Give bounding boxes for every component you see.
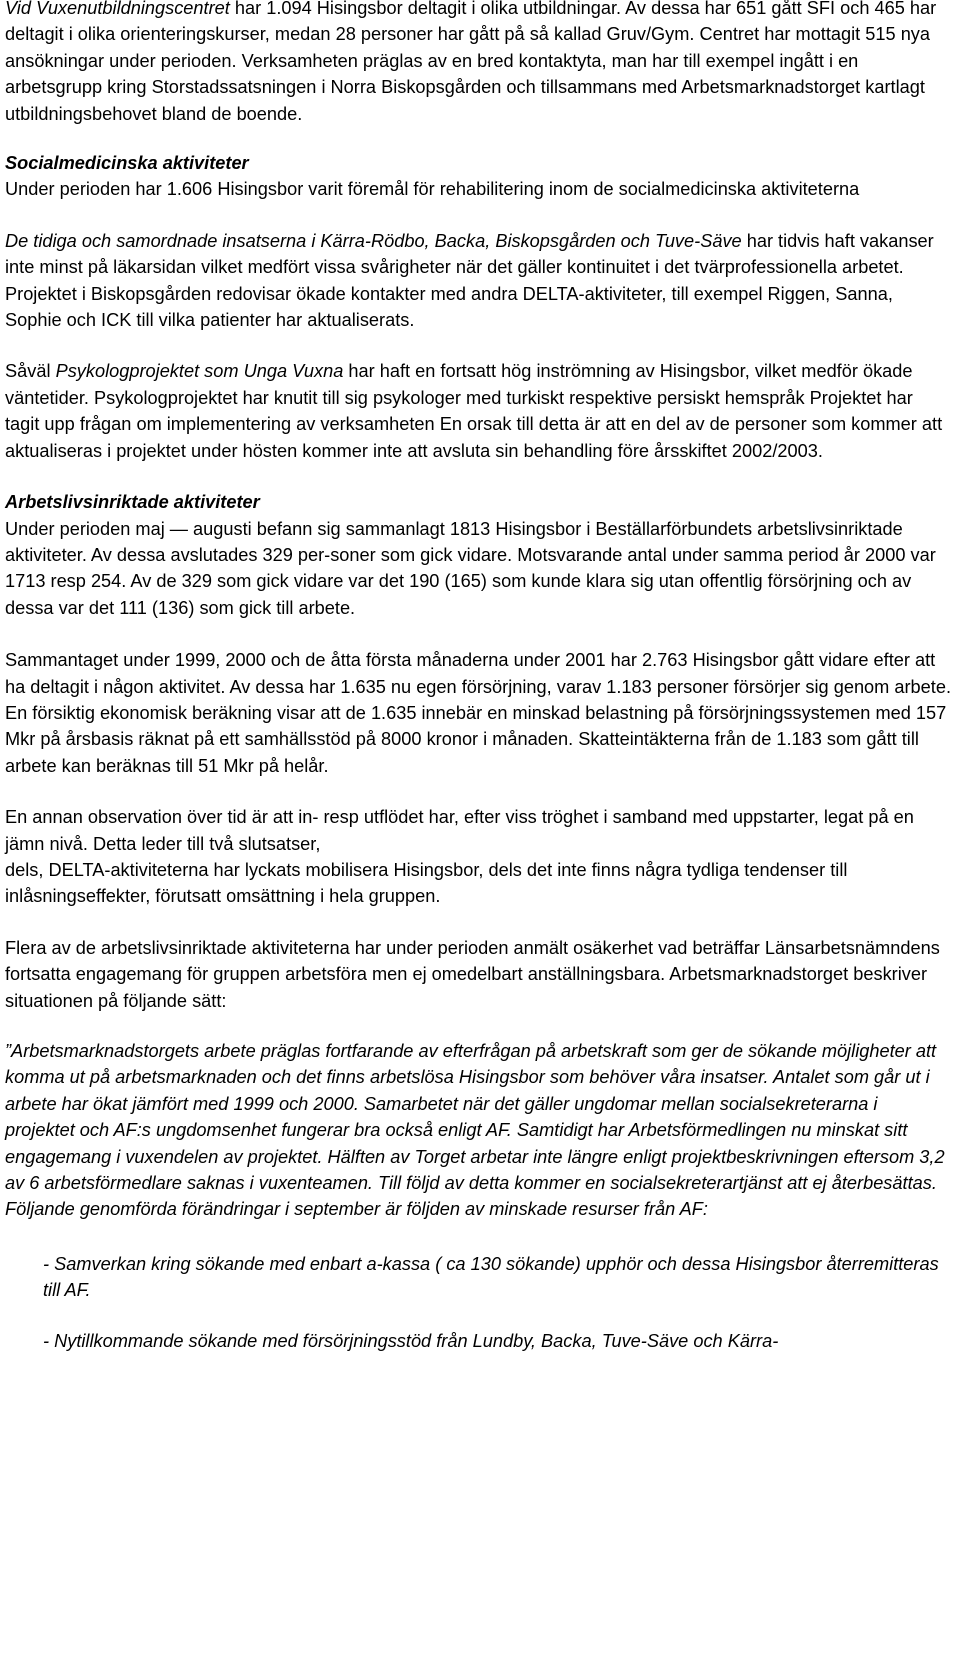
- psykolog-text: har haft en fortsatt hög inströmning av Hisingsbor, vilket medför ökade väntetider. Psykologprojektet har knutit till sig psykologer med turkiskt respektive persiskt hemspråk Projektet har tagit upp frågan om implementering av verksamheten En orsak till detta är att en del av de personer som kommer att aktualiseras i projektet under hösten kommer inte att avsluta sin behandling före årsskiftet 2002/2003.: [5, 361, 943, 461]
- paragraph-sammantaget: Sammantaget under 1999, 2000 och de åtta första månaderna under 2001 har 2.763 Hisingsbor gått vidare efter att ha deltagit i någon aktivitet. Av dessa har 1.635 nu egen försörjning, varav 1.183 personer försörjer sig genom arbete.: [5, 650, 951, 697]
- list-item-samverkan: - Samverkan kring sökande med enbart a-kassa ( ca 130 sökande) upphör och dessa Hisingsbor återremitteras till AF.: [43, 1253, 939, 1301]
- paragraph-rehabilitering: Under perioden har 1.606 Hisingsbor varit föremål för rehabilitering inom de socialmedicinska aktiviteterna: [5, 179, 860, 200]
- quote-arbetsmarknadstorget: ”Arbetsmarknadstorgets arbete präglas fortfarande av efterfrågan på arbetskraft som ger de sökande möjligheter att komma ut på arbetsmarknaden och det finns arbetslösa Hisingsbor som behöver våra insatser. Antalet som går ut i arbete har ökat jämfört med 1999 och 2000. Samarbetet när det gäller ungdomar mellan socialsekreterarna i projektet och AF:s ungdomsenhet fungerar bra också enligt AF. Samtidigt har Arbetsförmedlingen nu minskat sitt engagemang i vuxendelen av projektet. Hälften av Torget arbetar inte längre enligt projektbeskrivningen eftersom 3,2 av 6 arbetsförmedlare saknas i vuxenteamen. Till följd av detta kommer en socialsekreterartjänst att ej återbesättas. Följande genomförda förändringar i september är följden av minskade resurser från AF:: [5, 1041, 945, 1220]
- paragraph-tidiga-insatser: [5, 228, 952, 334]
- paragraph-psykologprojektet: [5, 358, 952, 464]
- tidiga-insatser-name: De tidiga och samordnade insatserna i Kärra-Rödbo, Backa, Biskopsgården och Tuve-Säve: [5, 230, 742, 251]
- paragraph-lansarbetsnamnden: Flera av de arbetslivsinriktade aktiviteterna har under perioden anmält osäkerhet vad beträffar Länsarbetsnämndens fortsatta engagemang för gruppen arbetsföra men ej omedelbart anställningsbara. Arbetsmarknadstorget beskriver situationen på följande sätt:: [5, 937, 940, 1011]
- psykolog-projects: Psykologprojektet som Unga Vuxna: [55, 361, 344, 382]
- paragraph-vuxenutbildning: [5, 0, 952, 127]
- heading-socialmedicinska: Socialmedicinska aktiviteter: [5, 153, 249, 174]
- paragraph-observation: En annan observation över tid är att in- resp utflödet har, efter viss tröghet i samband med uppstarter, legat på en jämn nivå. Detta leder till två slutsatser,: [5, 807, 914, 854]
- tidiga-insatser-text: har tidvis haft vakanser inte minst på läkarsidan vilket medfört vissa svårigheter när det gäller kontinuitet i det tvärprofessionella arbetet. Projektet i Biskopsgården redovisar ökade kontakter med andra DELTA-aktiviteter, till exempel Riggen, Sanna, Sophie och ICK till vilka patienter har aktualiserats.: [5, 230, 934, 331]
- list-item-nytillkommande: - Nytillkommande sökande med försörjningsstöd från Lundby, Backa, Tuve-Säve och Kärra-: [43, 1330, 779, 1351]
- paragraph-ekonomisk-berakning: En försiktig ekonomisk beräkning visar att de 1.635 innebär en minskad belastning på försörjningssystemen med 157 Mkr på årsbasis räknat på ett samhällsstöd på 8000 kronor i månaden. Skatteintäkterna från de 1.183 som gått till arbete kan beräknas till 51 Mkr på helår.: [5, 702, 947, 776]
- vuxenutbildning-text: har 1.094 Hisingsbor deltagit i olika utbildningar. Av dessa har 651 gått SFI och 465 har deltagit i olika orienteringskurser, medan 28 personer har gått på så kallad Gruv/Gym. Centret har mottagit 515 nya ansökningar under perioden. Verksamheten präglas av en bred kontaktyta, man har till exempel ingått i en arbetsgrupp kring Storstadssatsningen i Norra Biskopsgården och tillsammans med Arbetsmarknadstorget kartlagt utbildningsbehovet bland de boende.: [5, 0, 937, 124]
- paragraph-arbetslivsinriktade: Under perioden maj — augusti befann sig sammanlagt 1813 Hisingsbor i Beställarförbundets arbetslivsinriktade aktiviteter. Av dessa avslutades 329 per-soner som gick vidare. Motsvarande antal under samma period år 2000 var 1713 resp 254. Av de 329 som gick vidare var det 190 (165) som kunde klara sig utan offentlig försörjning och av dessa var det 111 (136) som gick till arbete.: [5, 518, 936, 618]
- paragraph-slutsatser: dels, DELTA-aktiviteterna har lyckats mobilisera Hisingsbor, dels det inte finns några tydliga tendenser till inlåsningseffekter, förutsatt omsättning i hela gruppen.: [5, 859, 848, 907]
- heading-arbetslivsinriktade: Arbetslivsinriktade aktiviteter: [5, 492, 260, 513]
- vuxenutbildning-name: Vid Vuxenutbildningscentret: [5, 0, 230, 18]
- psykolog-prefix: Såväl: [5, 361, 56, 382]
